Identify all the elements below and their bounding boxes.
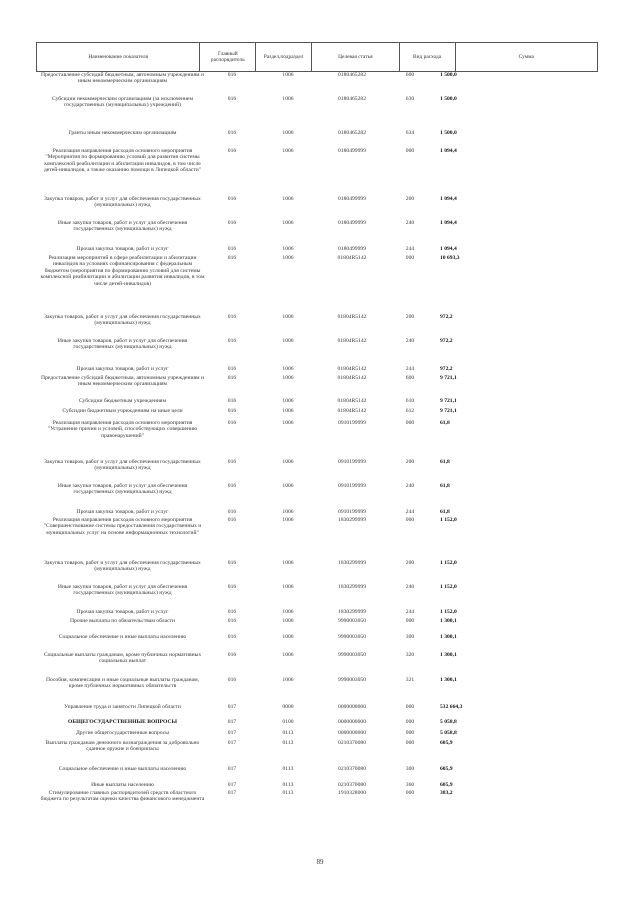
row-vr: 320 — [405, 652, 415, 658]
row-razdel: 1006 — [282, 314, 294, 320]
row-razdel: 1006 — [282, 196, 294, 202]
header-razdel: Раздел,подраздел — [256, 43, 312, 71]
row-cst: 9990003050 — [338, 652, 366, 658]
row-sum: 10 693,3 — [440, 255, 460, 261]
row-name: Пособия, компенсации и иные социальные выплаты гражданам, кроме публичных нормативных обязательств — [45, 677, 200, 690]
row-vr: 240 — [405, 338, 415, 344]
page-number: 89 — [316, 858, 324, 866]
row-glava: 016 — [227, 584, 237, 590]
row-sum: 9 721,1 — [440, 408, 457, 414]
row-cst: 0910199999 — [338, 420, 366, 426]
row-razdel: 1006 — [282, 618, 294, 624]
row-razdel: 1006 — [282, 220, 294, 226]
row-razdel: 1006 — [282, 420, 294, 426]
row-razdel: 0113 — [282, 790, 294, 796]
row-vr: 300 — [405, 634, 415, 640]
row-cst: 1830299999 — [338, 584, 366, 590]
row-cst: 0210370080 — [338, 740, 366, 746]
row-razdel: 1006 — [282, 459, 294, 465]
row-name: Управление труда и занятости Липецкой области — [64, 704, 181, 710]
row-name: Реализация направления расходов основного мероприятия "Совершенствование системы предоставления государственных и муниципальных услуг на основе информационных технологий" — [43, 517, 202, 536]
row-vr: 200 — [405, 560, 415, 566]
row-razdel: 1006 — [282, 609, 294, 615]
row-sum: 1 094,4 — [440, 196, 457, 202]
row-razdel: 1006 — [282, 560, 294, 566]
row-name: Реализация мероприятий в сфере реабилитации и абилитации инвалидов на условиях софинансирования с федеральным бюджетом (мероприятия по формированию условий для системы комплексной реабилитации и абилитации развития инвалидов, в том числе детей-инвалидов) — [40, 255, 205, 287]
row-sum: 532 664,3 — [440, 704, 463, 710]
row-name: Стимулирование главных распорядителей средств областного бюджета по результатам оценки качества финансового менеджмента — [40, 790, 205, 803]
row-sum: 1 300,1 — [440, 618, 457, 624]
row-vr: 244 — [405, 366, 415, 372]
row-razdel: 1006 — [282, 96, 294, 102]
row-name: Иные закупки товаров, работ и услуг для обеспечения государственных (муниципальных) нужд — [57, 220, 188, 233]
row-sum: 605,9 — [440, 782, 453, 788]
row-cst: 0000000000 — [338, 719, 366, 725]
row-sum: 61,8 — [440, 483, 450, 489]
row-name: Прочая закупка товаров, работ и услуг — [76, 609, 169, 615]
row-vr: 600 — [405, 375, 415, 381]
row-glava: 016 — [227, 560, 237, 566]
row-cst: 0180465282 — [338, 96, 366, 102]
row-glava: 016 — [227, 96, 237, 102]
row-razdel: 0113 — [282, 730, 294, 736]
row-razdel: 0000 — [282, 704, 294, 710]
row-sum: 1 300,1 — [440, 677, 457, 683]
row-sum: 972,2 — [440, 338, 453, 344]
row-name: Закупка товаров, работ и услуг для обеспечения государственных (муниципальных) нужд — [44, 560, 201, 573]
row-cst: 1830299999 — [338, 609, 366, 615]
row-razdel: 0113 — [282, 782, 294, 788]
row-sum: 61,8 — [440, 420, 450, 426]
row-cst: 9990003050 — [338, 634, 366, 640]
row-name: Прочие выплаты по обязательствам области — [70, 618, 175, 624]
row-razdel: 1006 — [282, 584, 294, 590]
row-name: Реализация направления расходов основного мероприятия "Мероприятия по формированию условий для развития системы комплексной реабилитации и абилитации инвалидов, в том числе детей-инвалидов, а также оказанию помощи в Липецкой области" — [43, 148, 202, 174]
row-vr: 200 — [405, 459, 415, 465]
row-name: ОБЩЕГОСУДАРСТВЕННЫЕ ВОПРОСЫ — [68, 719, 177, 725]
row-sum: 1 094,4 — [440, 148, 457, 154]
row-glava: 017 — [227, 730, 237, 736]
row-glava: 016 — [227, 483, 237, 489]
row-cst: 01804R5142 — [337, 338, 367, 344]
row-name: Социальное обеспечение и иные выплаты населению — [58, 766, 187, 772]
row-name: Закупка товаров, работ и услуг для обеспечения государственных (муниципальных) нужд — [44, 314, 201, 327]
row-razdel: 1006 — [282, 130, 294, 136]
row-glava: 017 — [227, 790, 237, 796]
row-glava: 016 — [227, 220, 237, 226]
row-name: Предоставление субсидий бюджетным, автономным учреждениям и иным некоммерческим организациям — [41, 72, 204, 85]
row-vr: 600 — [405, 72, 415, 78]
row-vr: 000 — [405, 719, 415, 725]
header-glava: Главный распорядитель — [200, 43, 256, 71]
row-vr: 200 — [405, 314, 415, 320]
row-razdel: 1006 — [282, 338, 294, 344]
row-glava: 016 — [227, 255, 237, 261]
row-vr: 610 — [405, 398, 415, 404]
row-sum: 1 500,0 — [440, 72, 457, 78]
row-razdel: 1006 — [282, 375, 294, 381]
row-cst: 9990003050 — [338, 677, 366, 683]
row-glava: 016 — [227, 72, 237, 78]
row-sum: 9 721,1 — [440, 375, 457, 381]
table-header — [36, 42, 598, 72]
row-sum: 1 152,0 — [440, 517, 457, 523]
row-sum: 1 094,4 — [440, 246, 457, 252]
row-name: Иные выплаты населению — [91, 782, 154, 788]
row-sum: 5 058,8 — [440, 719, 457, 725]
row-razdel: 1006 — [282, 517, 294, 523]
row-name: Социальное обеспечение и иные выплаты населению — [58, 634, 187, 640]
row-cst: 01804R5142 — [337, 398, 367, 404]
row-cst: 0000000000 — [338, 730, 366, 736]
row-glava: 016 — [227, 246, 237, 252]
row-glava: 016 — [227, 366, 237, 372]
row-name: Социальные выплаты гражданам, кроме публичных нормативных социальных выплат — [43, 652, 202, 665]
row-glava: 016 — [227, 517, 237, 523]
row-glava: 016 — [227, 148, 237, 154]
row-razdel: 1006 — [282, 408, 294, 414]
row-glava: 016 — [227, 459, 237, 465]
header-name: Наименование показателя — [37, 43, 200, 71]
row-cst: 0000000000 — [338, 704, 366, 710]
row-cst: 0180499999 — [338, 148, 366, 154]
row-name: Субсидии бюджетным учреждениям — [78, 398, 167, 404]
row-sum: 61,8 — [440, 509, 450, 515]
row-cst: 0180465282 — [338, 72, 366, 78]
row-cst: 1910328000 — [338, 790, 366, 796]
row-cst: 1830299999 — [338, 517, 366, 523]
row-sum: 605,9 — [440, 766, 453, 772]
row-cst: 0180499999 — [338, 196, 366, 202]
row-glava: 016 — [227, 338, 237, 344]
row-sum: 605,9 — [440, 740, 453, 746]
header-cst: Целевая статья — [312, 43, 400, 71]
row-vr: 240 — [405, 220, 415, 226]
row-sum: 9 721,1 — [440, 398, 457, 404]
row-vr: 000 — [405, 148, 415, 154]
row-glava: 016 — [227, 509, 237, 515]
row-razdel: 1006 — [282, 652, 294, 658]
row-vr: 000 — [405, 790, 415, 796]
row-glava: 017 — [227, 704, 237, 710]
row-cst: 01804R5142 — [337, 366, 367, 372]
row-sum: 972,2 — [440, 314, 453, 320]
row-razdel: 0113 — [282, 740, 294, 746]
row-razdel: 1006 — [282, 398, 294, 404]
row-cst: 1830299999 — [338, 560, 366, 566]
row-sum: 1 152,0 — [440, 584, 457, 590]
row-vr: 200 — [405, 196, 415, 202]
row-name: Иные закупки товаров, работ и услуг для обеспечения государственных (муниципальных) нужд — [57, 584, 188, 597]
row-name: Иные закупки товаров, работ и услуг для обеспечения государственных (муниципальных) нужд — [57, 483, 188, 496]
row-glava: 017 — [227, 766, 237, 772]
row-name: Закупка товаров, работ и услуг для обеспечения государственных (муниципальных) нужд — [44, 459, 201, 472]
row-name: Прочая закупка товаров, работ и услуг — [76, 509, 169, 515]
row-vr: 000 — [405, 420, 415, 426]
row-name: Закупка товаров, работ и услуг для обеспечения государственных (муниципальных) нужд — [44, 196, 201, 209]
row-sum: 61,8 — [440, 459, 450, 465]
row-cst: 01804R5142 — [337, 408, 367, 414]
row-sum: 1 094,4 — [440, 220, 457, 226]
row-razdel: 1006 — [282, 483, 294, 489]
row-sum: 972,2 — [440, 366, 453, 372]
row-sum: 1 152,0 — [440, 609, 457, 615]
row-glava: 016 — [227, 398, 237, 404]
row-vr: 630 — [405, 96, 415, 102]
row-name: Другие общегосударственные вопросы — [75, 730, 170, 736]
row-cst: 0210370080 — [338, 782, 366, 788]
row-glava: 016 — [227, 375, 237, 381]
row-sum: 1 300,1 — [440, 634, 457, 640]
row-sum: 1 500,0 — [440, 96, 457, 102]
row-cst: 0910199999 — [338, 509, 366, 515]
row-glava: 017 — [227, 740, 237, 746]
row-razdel: 1006 — [282, 72, 294, 78]
row-sum: 1 500,0 — [440, 130, 457, 136]
row-vr: 634 — [405, 130, 415, 136]
row-name: Гранты иным некоммерческим организациям — [68, 130, 177, 136]
row-vr: 000 — [405, 255, 415, 261]
row-vr: 000 — [405, 704, 415, 710]
row-cst: 0180499999 — [338, 220, 366, 226]
row-name: Прочая закупка товаров, работ и услуг — [76, 246, 169, 252]
row-sum: 5 058,8 — [440, 730, 457, 736]
row-glava: 016 — [227, 677, 237, 683]
row-cst: 01804R5142 — [337, 255, 367, 261]
row-vr: 000 — [405, 740, 415, 746]
row-name: Выплаты гражданам денежного вознаграждения за добровольно сданное оружие и боеприпасы — [45, 740, 200, 753]
row-cst: 0210370080 — [338, 766, 366, 772]
row-glava: 017 — [227, 782, 237, 788]
row-glava: 016 — [227, 652, 237, 658]
row-vr: 300 — [405, 766, 415, 772]
row-razdel: 1006 — [282, 634, 294, 640]
row-sum: 1 300,1 — [440, 652, 457, 658]
row-razdel: 1006 — [282, 677, 294, 683]
row-vr: 612 — [405, 408, 415, 414]
row-name: Субсидии некоммерческим организациям (за исключением государственных (муниципальных) учреждений) — [51, 96, 193, 109]
row-name: Реализация направления расходов основного мероприятия "Устранение причин и условий, способствующих совершению правонарушений" — [47, 420, 198, 439]
row-vr: 000 — [405, 730, 415, 736]
row-cst: 0910199999 — [338, 483, 366, 489]
row-vr: 240 — [405, 584, 415, 590]
row-name: Прочая закупка товаров, работ и услуг — [76, 366, 169, 372]
row-cst: 0910199999 — [338, 459, 366, 465]
row-vr: 321 — [405, 677, 415, 683]
row-glava: 016 — [227, 420, 237, 426]
row-cst: 0180499999 — [338, 246, 366, 252]
row-name: Субсидии бюджетным учреждениям на иные цели — [62, 408, 183, 414]
row-razdel: 0100 — [282, 719, 294, 725]
row-glava: 016 — [227, 408, 237, 414]
row-cst: 01804R5142 — [337, 375, 367, 381]
row-razdel: 0113 — [282, 766, 294, 772]
header-vr: Вид расхода — [400, 43, 456, 71]
row-sum: 1 152,0 — [440, 560, 457, 566]
row-cst: 01804R5142 — [337, 314, 367, 320]
row-razdel: 1006 — [282, 148, 294, 154]
row-vr: 000 — [405, 517, 415, 523]
row-glava: 016 — [227, 314, 237, 320]
row-glava: 016 — [227, 196, 237, 202]
row-vr: 360 — [405, 782, 415, 788]
row-razdel: 1006 — [282, 366, 294, 372]
row-glava: 016 — [227, 609, 237, 615]
row-vr: 244 — [405, 509, 415, 515]
row-glava: 016 — [227, 130, 237, 136]
row-cst: 0180465282 — [338, 130, 366, 136]
row-vr: 240 — [405, 483, 415, 489]
row-razdel: 1006 — [282, 255, 294, 261]
row-razdel: 1006 — [282, 509, 294, 515]
header-sum: Сумма — [518, 53, 534, 60]
row-razdel: 1006 — [282, 246, 294, 252]
row-vr: 244 — [405, 246, 415, 252]
row-sum: 383,2 — [440, 790, 453, 796]
row-vr: 000 — [405, 618, 415, 624]
row-glava: 017 — [227, 719, 237, 725]
row-name: Иные закупки товаров, работ и услуг для обеспечения государственных (муниципальных) нужд — [57, 338, 188, 351]
row-cst: 9990003050 — [338, 618, 366, 624]
row-glava: 016 — [227, 618, 237, 624]
row-name: Предоставление субсидий бюджетным, автономным учреждениям и иным некоммерческим организациям — [41, 375, 204, 388]
row-glava: 016 — [227, 634, 237, 640]
row-vr: 244 — [405, 609, 415, 615]
